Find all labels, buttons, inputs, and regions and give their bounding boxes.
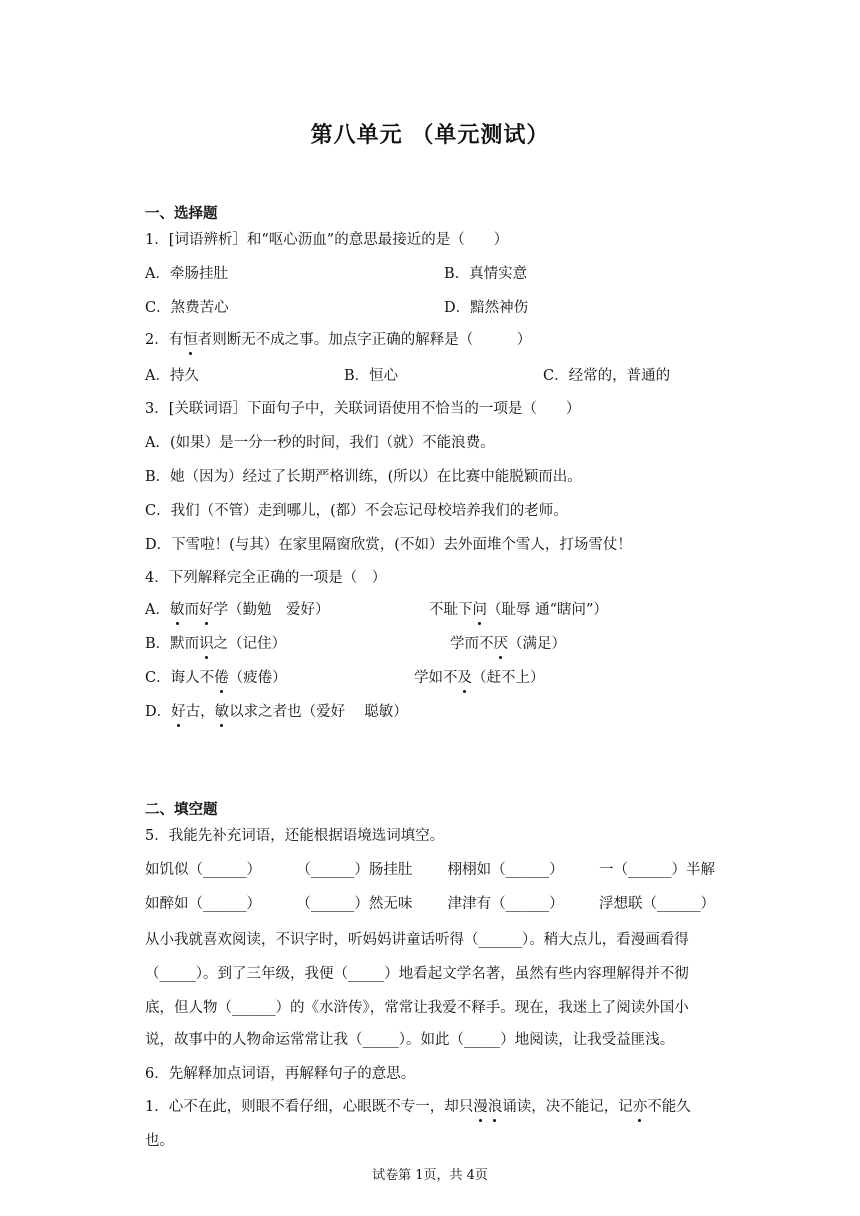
page-title: 第八单元 （单元测试） [310, 122, 550, 148]
text: 学如不 [414, 670, 458, 686]
q4-option-a-left [145, 600, 329, 620]
q3-option-c: C．我们（不管）走到哪儿，(都）不会忘记母校培养我们的老师。 [145, 503, 568, 519]
section-heading-fill: 二、填空题 [145, 801, 218, 818]
section-heading-choice: 一、选择题 [145, 205, 218, 222]
q3-option-b: B．她（因为）经过了长期严格训练，(所以）在比赛中能脱颖而出。 [145, 469, 582, 485]
q1-option-d: D．黯然神伤 [444, 300, 529, 316]
question-6-stem: 6．先解释加点词语，再解释句子的意思。 [145, 1066, 416, 1082]
q1-option-c: C．煞费苦心 [145, 300, 229, 316]
text: 1．心不在此，则眼不看仔细，心眼既不专一，却只 [145, 1099, 474, 1115]
text: （赶不上） [472, 670, 545, 686]
dotted-char: 浪 [487, 1099, 503, 1115]
fill-blank-item[interactable]: 浮想联（______） [598, 896, 715, 912]
question-1-stem: 1．[词语辨析］和“呕心沥血”的意思最接近的是（ ） [145, 232, 509, 248]
text: 而 [184, 602, 199, 618]
q4-option-c-left [145, 668, 287, 688]
text: 不能久 [647, 1099, 691, 1115]
q4-option-c-right [414, 668, 545, 688]
text: 学而不 [450, 636, 494, 652]
dotted-char: 敏 [214, 704, 230, 720]
q5-word-row-1 [145, 860, 715, 880]
fill-blank-item[interactable]: 如饥似（______） [145, 862, 261, 878]
text: 学（勤勉 爱好） [213, 602, 330, 618]
dotted-char: 倦 [214, 670, 229, 686]
fill-blank-item[interactable]: 津津有（______） [447, 896, 564, 912]
q5-paragraph-line-2: （_____）。到了三年级，我便（_____）地看起文学名著，虽然有些内容理解得并不彻 [145, 966, 689, 982]
text: （耻辱 通“瞎问”） [487, 602, 608, 618]
q4-option-b-left [145, 634, 286, 654]
q5-word-row-2 [145, 894, 715, 914]
text: 诵读，决不能记，记 [502, 1099, 633, 1115]
text: D． [145, 704, 172, 720]
page-footer: 试卷第 1页，共 4页 [372, 1168, 488, 1183]
q3-option-a: A．(如果）是一分一秒的时间，我们（就）不能浪费。 [145, 435, 495, 451]
dotted-char: 好 [198, 602, 214, 618]
text: B．默而 [145, 636, 200, 652]
text: 之（记住） [213, 636, 287, 652]
fill-blank-item[interactable]: （______）肠挂肚 [296, 862, 413, 878]
q6-sentence-line-2: 也。 [145, 1133, 174, 1149]
dotted-char: 识 [199, 636, 214, 652]
q3-option-d: D．下雪啦！(与其）在家里隔窗欣赏，(不如）去外面堆个雪人，打场雪仗！ [145, 537, 632, 553]
text: 不耻下 [429, 602, 473, 618]
text: 以求之者也（爱好 聪敏） [229, 704, 408, 720]
text: A． [145, 602, 170, 618]
question-2-stem [145, 330, 531, 350]
q1-option-b: B．真情实意 [444, 266, 528, 282]
dotted-char: 漫 [473, 1099, 488, 1115]
q4-option-a-right [429, 600, 608, 620]
text: C．诲人不 [145, 670, 215, 686]
q2-dotted-char: 恒 [183, 332, 198, 348]
dotted-char: 问 [472, 602, 487, 618]
fill-blank-item[interactable]: 一（______）半解 [598, 862, 715, 878]
question-4-stem: 4．下列解释完全正确的一项是（ ） [145, 570, 387, 586]
q2-stem-suffix: 者则断无不成之事。加点字正确的解释是（ ） [197, 332, 532, 348]
dotted-char: 厌 [493, 636, 508, 652]
q4-option-b-right [450, 634, 566, 654]
question-3-stem: 3．[关联词语］下面句子中，关联词语使用不恰当的一项是（ ） [145, 401, 581, 417]
question-5-stem: 5．我能先补充词语，还能根据语境选词填空。 [145, 828, 445, 844]
fill-blank-item[interactable]: 如醉如（______） [145, 896, 261, 912]
dotted-char: 亦 [632, 1099, 648, 1115]
q5-paragraph-line-4: 说，故事中的人物命运常常让我（_____）。如此（_____）地阅读，让我受益匪浅。 [145, 1032, 675, 1048]
q5-paragraph-line-3: 底，但人物（______）的《水浒传》，常常让我爱不释手。现在，我迷上了阅读外国小 [145, 1000, 689, 1016]
dotted-char: 敏 [169, 602, 185, 618]
q4-option-d [145, 702, 408, 722]
fill-blank-item[interactable]: （______）然无味 [296, 896, 413, 912]
q6-sentence-line-1 [145, 1097, 691, 1117]
fill-blank-item[interactable]: 栩栩如（______） [447, 862, 564, 878]
q1-option-a: A．牵肠挂肚 [145, 266, 228, 282]
text: （疲倦） [228, 670, 287, 686]
dotted-char: 及 [457, 670, 472, 686]
q5-paragraph-line-1: 从小我就喜欢阅读，不识字时，听妈妈讲童话听得（______）。稍大点儿，看漫画看得 [145, 932, 689, 948]
q2-option-c: C．经常的，普通的 [543, 368, 671, 384]
q2-option-b: B．恒心 [344, 368, 399, 384]
dotted-char: 好 [171, 704, 186, 720]
q2-stem-prefix: 2．有 [145, 332, 184, 348]
text: 古， [185, 704, 215, 720]
q2-option-a: A．持久 [145, 368, 199, 384]
text: （满足） [508, 636, 566, 652]
